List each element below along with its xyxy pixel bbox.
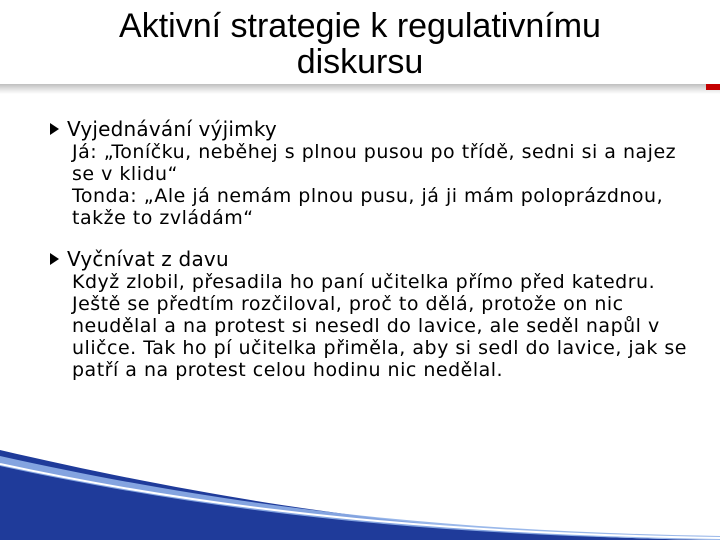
slide-title-line-1: Aktivní strategie k regulativnímu — [119, 7, 601, 45]
section-heading-row — [50, 117, 690, 141]
section-negotiation — [50, 117, 690, 229]
section-heading: Vyčnívat z davu — [67, 247, 229, 271]
section-heading: Vyjednávání výjimky — [67, 117, 277, 141]
section-heading-row — [50, 247, 690, 271]
wave-band-dark — [0, 450, 720, 540]
slide-title-line-2: diskursu — [296, 43, 424, 81]
slide-content — [50, 117, 690, 399]
decorative-wave-graphic — [0, 450, 720, 540]
title-divider — [0, 84, 720, 94]
dialogue-line: Já: „Toníčku, neběhej s plnou pusou po třídě, sedni si a najez se v klidu“ — [72, 141, 677, 185]
bullet-arrow-icon — [50, 253, 59, 265]
bullet-arrow-icon — [50, 123, 59, 135]
body-paragraph: Když zlobil, přesadila ho paní učitelka přímo před katedru. Ještě se předtím rozčiloval, proč to dělá, protože on nic neudělal a na protest si nesedl do lavice, ale seděl napůl v uličce. Tak ho pí učitelka přiměla, aby si sedl do lavice, jak se patří a na protest celou hodinu nic nedělal. — [72, 271, 687, 381]
dialogue-line: Tonda: „Ale já nemám plnou pusu, já ji mám poloprázdnou, takže to zvládám“ — [72, 185, 664, 229]
section-stand-out — [50, 247, 690, 381]
slide-title — [0, 8, 720, 80]
